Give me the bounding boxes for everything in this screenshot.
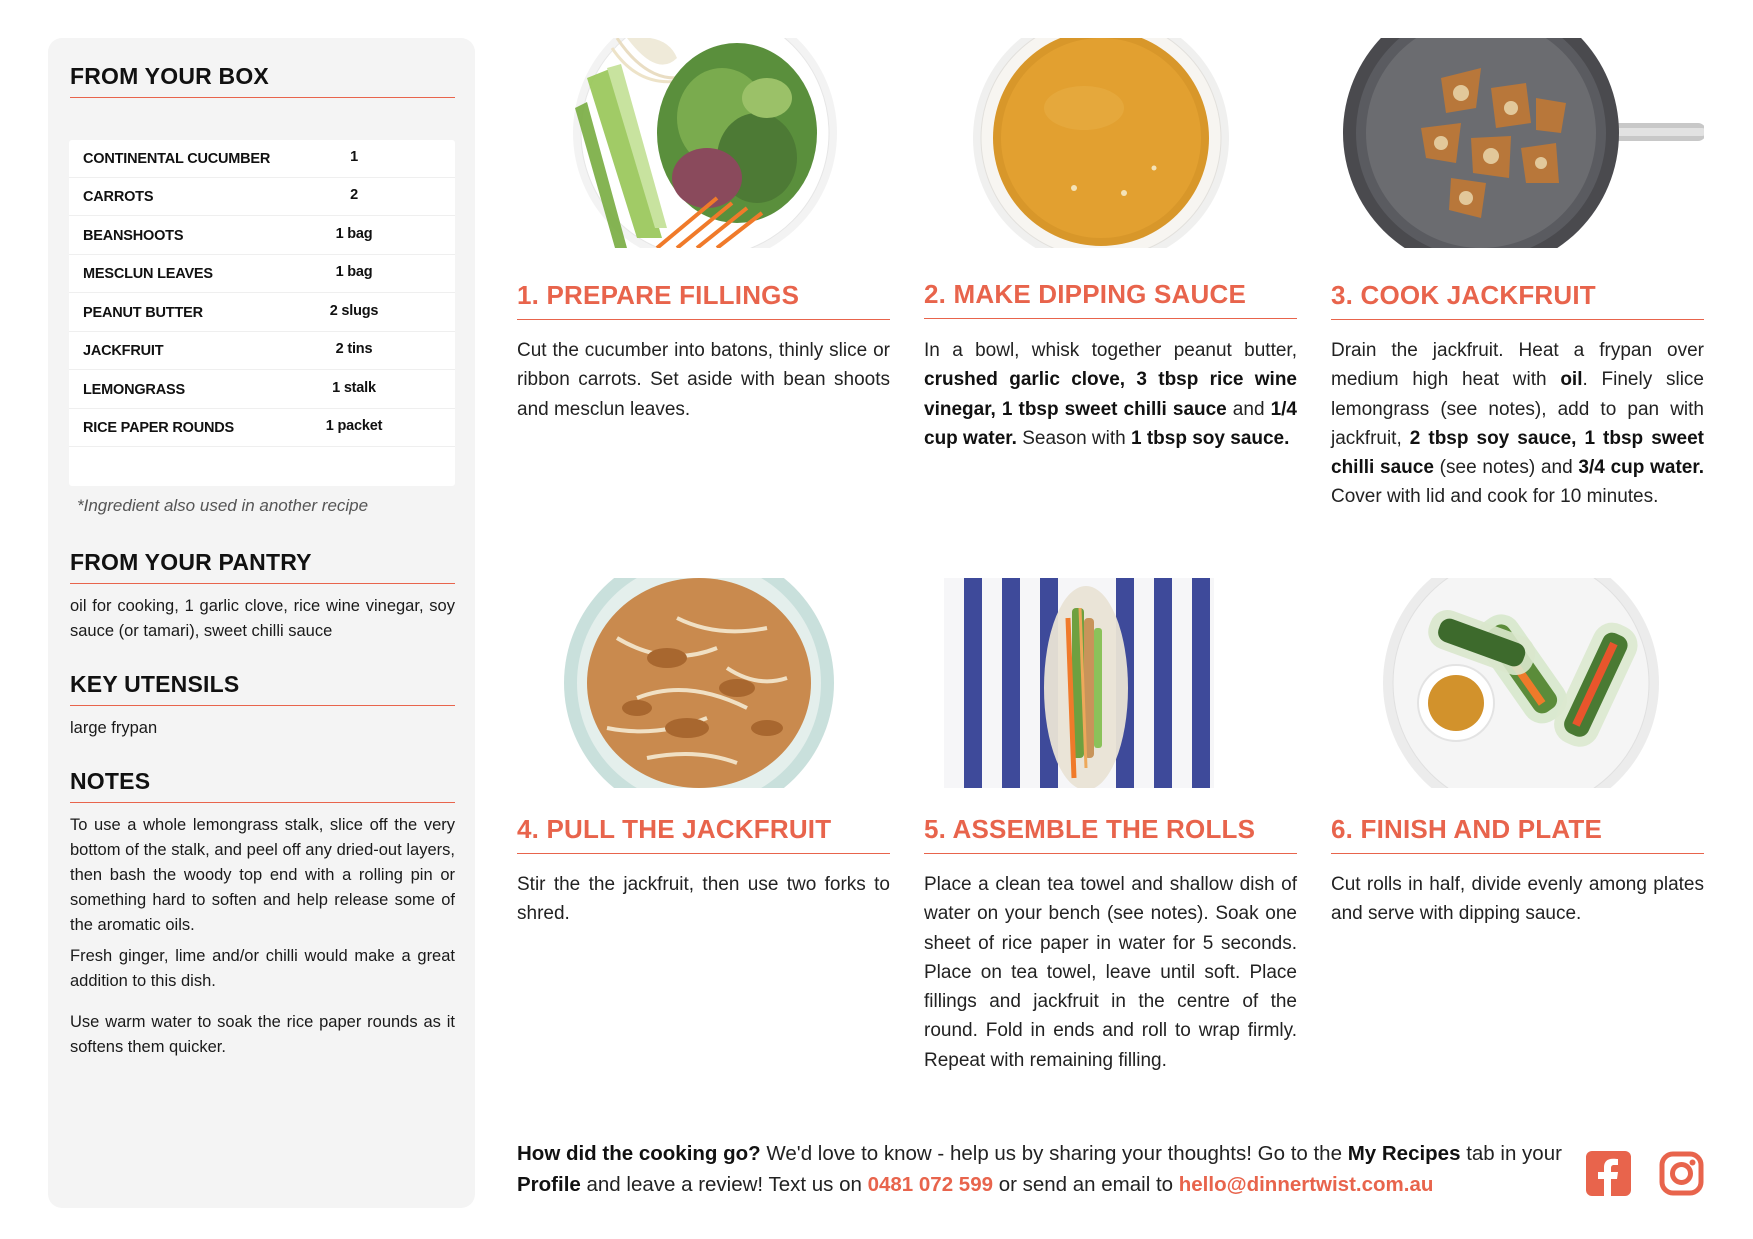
instruction-text: Cover with lid and cook for 10 minutes.: [1331, 486, 1659, 508]
fillings-bowl-image: [517, 38, 890, 248]
step-1-title: 1. PREPARE FILLINGS: [517, 280, 890, 320]
step-4-title: 4. PULL THE JACKFRUIT: [517, 814, 890, 854]
my-recipes-label: My Recipes: [1347, 1142, 1461, 1165]
ingredient-name: RICE PAPER ROUNDS: [83, 420, 235, 436]
pulled-jackfruit-image: [517, 578, 890, 788]
bold-ingredient-text: 3/4 cup water.: [1578, 457, 1704, 479]
note-3: Use warm water to soak the rice paper rounds as it softens them quicker.: [70, 1013, 455, 1056]
step-4-body: [517, 870, 890, 929]
step-6-title: 6. FINISH AND PLATE: [1331, 814, 1704, 854]
instruction-text: and: [1226, 398, 1271, 420]
ingredient-name: LEMONGRASS: [83, 382, 185, 398]
ingredient-qty: 1: [350, 149, 358, 165]
step-6-photo: [1331, 578, 1704, 788]
utensils-heading: KEY UTENSILS: [70, 671, 455, 706]
table-row: [69, 140, 455, 178]
utensils-text: large frypan: [70, 719, 158, 737]
step-5-body: [924, 870, 1297, 1075]
instruction-text: (see notes) and: [1433, 457, 1579, 479]
ingredient-name: BEANSHOOTS: [83, 228, 184, 244]
note-2: Fresh ginger, lime and/or chilli would make a great addition to this dish.: [70, 947, 455, 990]
instagram-icon[interactable]: [1659, 1151, 1704, 1196]
bold-ingredient-text: oil: [1560, 369, 1583, 391]
instruction-text: In a bowl, whisk together peanut butter,: [924, 340, 1297, 361]
bold-ingredient-text: 1/4 cup water.: [924, 398, 1297, 449]
step-5-photo: [924, 578, 1297, 788]
ingredient-qty: 2 slugs: [329, 303, 379, 319]
bold-ingredient-text: 1 tbsp soy sauce.: [1131, 427, 1290, 449]
frypan-image: [1331, 38, 1704, 248]
ingredient-name: CARROTS: [83, 189, 154, 205]
ingredient-qty: 2 tins: [335, 341, 373, 357]
table-row: [69, 409, 455, 447]
table-row: [69, 332, 455, 370]
feedback-text: [517, 1138, 1577, 1200]
instruction-text: Place a clean tea towel and shallow dish of water on your bench (see notes). Soak one sheet of rice paper in water for 5 seconds. Place on tea towel, leave until soft. Place fillings and jackfruit in the centre of the round. Fold in ends and roll to wrap firmly. Repeat with remaining filling.: [924, 874, 1297, 1071]
ingredient-qty: 1 stalk: [332, 380, 376, 396]
ingredient-name: JACKFRUIT: [83, 343, 164, 359]
rolling-image: [924, 578, 1297, 788]
step-5-title: 5. ASSEMBLE THE ROLLS: [924, 814, 1297, 854]
step-6-body: [1331, 870, 1704, 929]
feedback-text-part: tab in your: [1460, 1142, 1562, 1165]
from-your-box-heading: FROM YOUR BOX: [70, 63, 455, 98]
instruction-text: Stir the the jackfruit, then use two forks to shred.: [517, 874, 890, 925]
sauce-bowl-image: [924, 38, 1297, 248]
ingredient-qty: 1 bag: [335, 264, 373, 280]
note-1: To use a whole lemongrass stalk, slice off the very bottom of the stalk, and peel off any dried-out layers, then bash the woody top end with a rolling pin or something hard to soften and help release some of the aromatic oils.: [70, 816, 455, 934]
step-2-title: 2. MAKE DIPPING SAUCE: [924, 279, 1297, 319]
instruction-text: . Finely slice lemongrass (see notes), add to pan with jackfruit,: [1331, 369, 1704, 449]
step-3-title: 3. COOK JACKFRUIT: [1331, 280, 1704, 320]
step-3-photo: [1331, 38, 1704, 248]
feedback-question: How did the cooking go?: [517, 1142, 761, 1165]
ingredient-name: PEANUT BUTTER: [83, 305, 203, 321]
table-row: [69, 178, 455, 216]
ingredients-panel: [48, 38, 475, 1208]
step-2-photo: [924, 38, 1297, 248]
step-3-body: [1331, 336, 1704, 512]
bold-ingredient-text: crushed garlic clove, 3 tbsp rice wine vinegar, 1 tbsp sweet chilli sauce: [924, 369, 1297, 420]
step-1-body: [517, 336, 890, 424]
step-2-body: [924, 336, 1297, 453]
ingredient-qty: 2: [350, 187, 358, 203]
ingredients-table: [69, 140, 455, 486]
pantry-text: oil for cooking, 1 garlic clove, rice wine vinegar, soy sauce (or tamari), sweet chilli sauce: [70, 597, 455, 640]
ingredient-name: CONTINENTAL CUCUMBER: [83, 151, 271, 167]
ingredient-qty: 1 packet: [325, 418, 383, 434]
table-row: [69, 255, 455, 293]
step-4-photo: [517, 578, 890, 788]
table-row: [69, 371, 455, 409]
notes-heading: NOTES: [70, 768, 455, 803]
ingredient-qty: 1 bag: [335, 226, 373, 242]
step-1-photo: [517, 38, 890, 248]
table-row: [69, 294, 455, 332]
ingredient-name: MESCLUN LEAVES: [83, 266, 213, 282]
facebook-icon[interactable]: [1586, 1151, 1631, 1196]
feedback-text-part: or send an email to: [993, 1173, 1179, 1196]
instruction-text: Cut rolls in half, divide evenly among plates and serve with dipping sauce.: [1331, 874, 1704, 925]
finished-plate-image: [1331, 578, 1704, 788]
pantry-heading: FROM YOUR PANTRY: [70, 549, 455, 584]
email-link[interactable]: hello@dinnertwist.com.au: [1178, 1173, 1434, 1196]
instruction-text: Drain the jackfruit. Heat a frypan over medium high heat with: [1331, 340, 1704, 391]
profile-label: Profile: [517, 1173, 581, 1196]
ingredient-footnote: *Ingredient also used in another recipe: [77, 496, 369, 515]
feedback-text-part: We'd love to know - help us by sharing your thoughts! Go to the: [760, 1142, 1348, 1165]
feedback-text-part: and leave a review! Text us on: [580, 1173, 868, 1196]
instruction-text: Cut the cucumber into batons, thinly slice or ribbon carrots. Set aside with bean shoots and mesclun leaves.: [517, 340, 890, 420]
bold-ingredient-text: 2 tbsp soy sauce, 1 tbsp sweet chilli sauce: [1331, 427, 1704, 479]
table-row: [69, 217, 455, 255]
instruction-text: Season with: [1016, 427, 1131, 449]
phone-link[interactable]: 0481 072 599: [867, 1173, 993, 1196]
